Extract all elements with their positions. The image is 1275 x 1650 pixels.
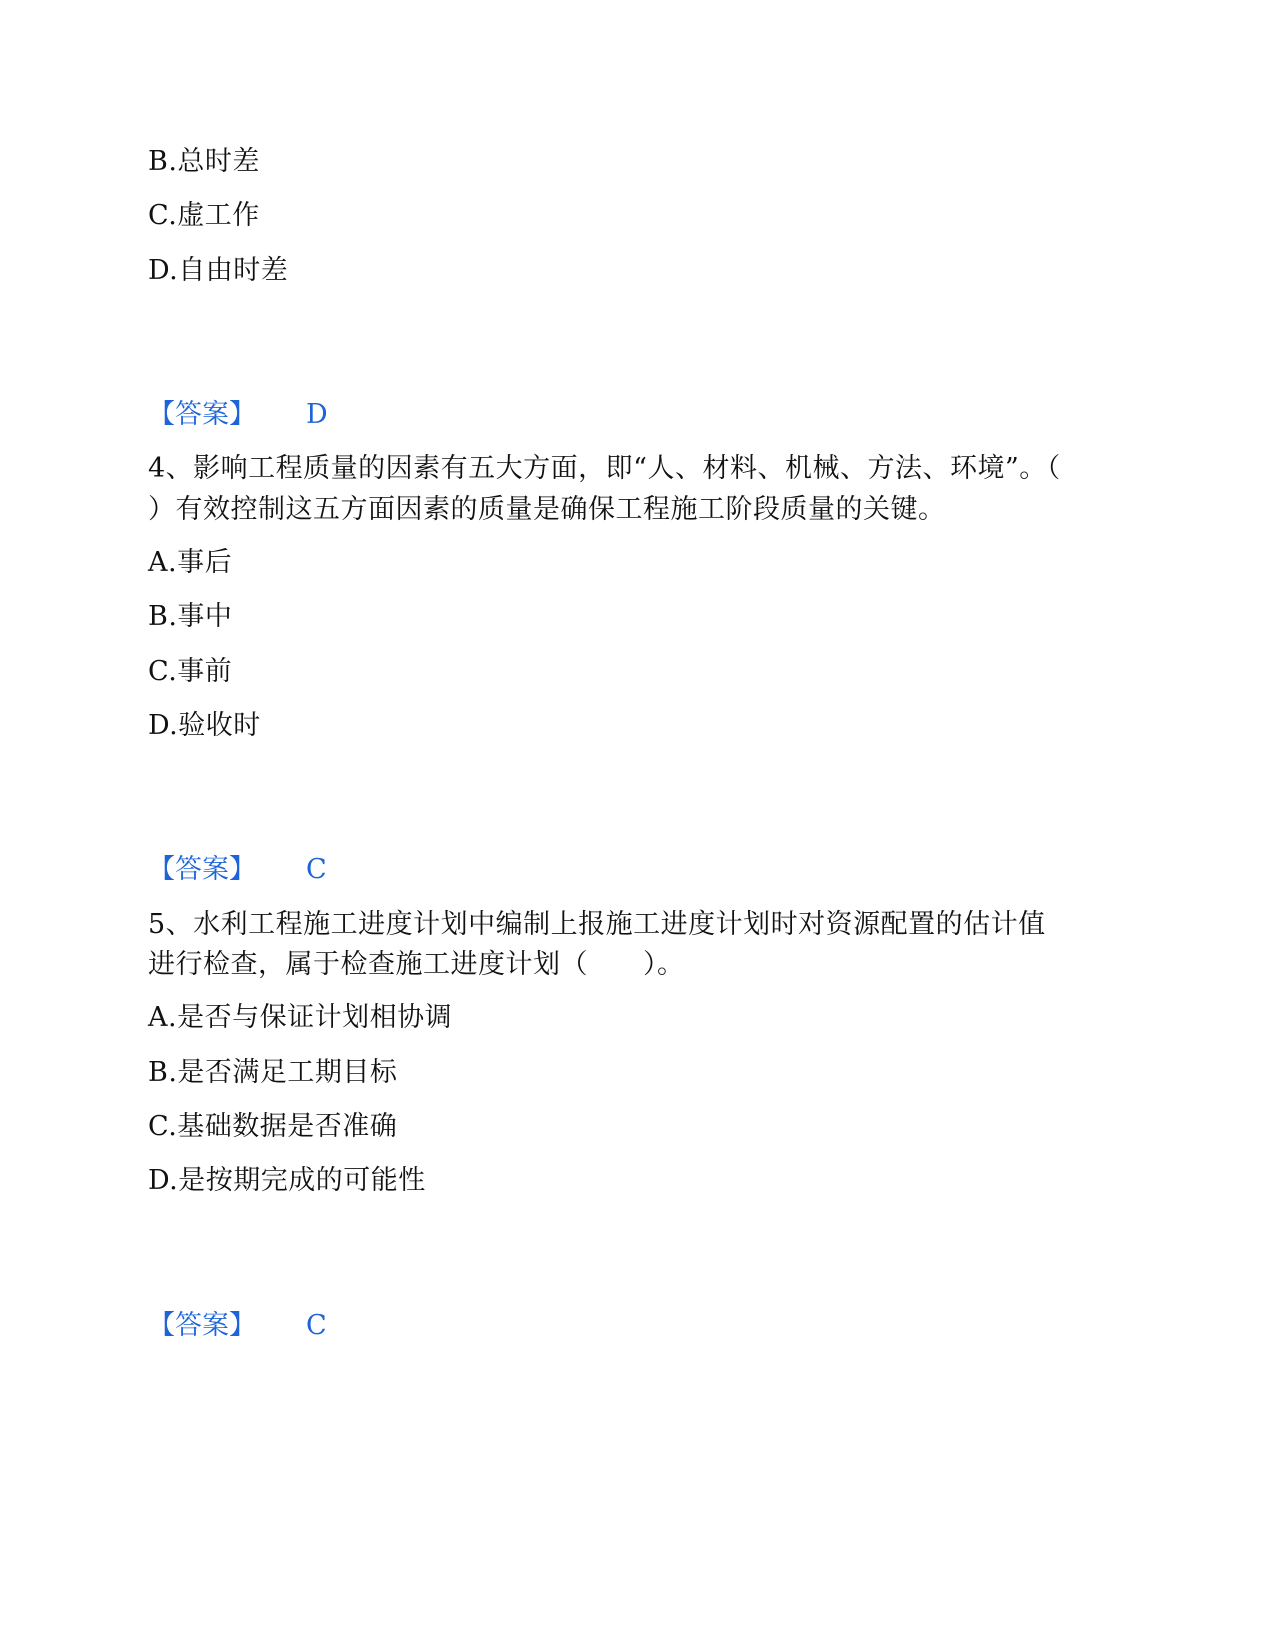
option-d: D.是按期完成的可能性 bbox=[148, 1165, 426, 1196]
question-stem-line1: 5、水利工程施工进度计划中编制上报施工进度计划时对资源配置的估计值 bbox=[148, 909, 1046, 940]
option-a: A.是否与保证计划相协调 bbox=[148, 1002, 453, 1033]
answer-row bbox=[148, 853, 327, 887]
option-d: D.自由时差 bbox=[148, 255, 289, 286]
answer-row bbox=[148, 398, 328, 432]
option-c: C.事前 bbox=[148, 656, 233, 687]
option-d: D.验收时 bbox=[148, 710, 261, 741]
answer-row bbox=[148, 1309, 327, 1343]
answer-tag: 【答案】 bbox=[148, 399, 256, 430]
answer-tag: 【答案】 bbox=[148, 1310, 256, 1341]
answer-value: D bbox=[306, 399, 328, 430]
option-b: B.是否满足工期目标 bbox=[148, 1057, 398, 1088]
option-b: B.事中 bbox=[148, 601, 233, 632]
option-c: C.虚工作 bbox=[148, 200, 260, 231]
question-stem-line1: 4、影响工程质量的因素有五大方面，即“人、材料、机械、方法、环境”。（ bbox=[148, 453, 1061, 484]
answer-value: C bbox=[306, 1310, 327, 1341]
question-stem-line2: 进行检查，属于检查施工进度计划（ ）。 bbox=[148, 949, 685, 980]
answer-value: C bbox=[306, 854, 327, 885]
option-a: A.事后 bbox=[148, 547, 233, 578]
option-b: B.总时差 bbox=[148, 146, 260, 177]
answer-tag: 【答案】 bbox=[148, 854, 256, 885]
question-stem-line2: ）有效控制这五方面因素的质量是确保工程施工阶段质量的关键。 bbox=[148, 494, 946, 525]
option-c: C.基础数据是否准确 bbox=[148, 1111, 398, 1142]
